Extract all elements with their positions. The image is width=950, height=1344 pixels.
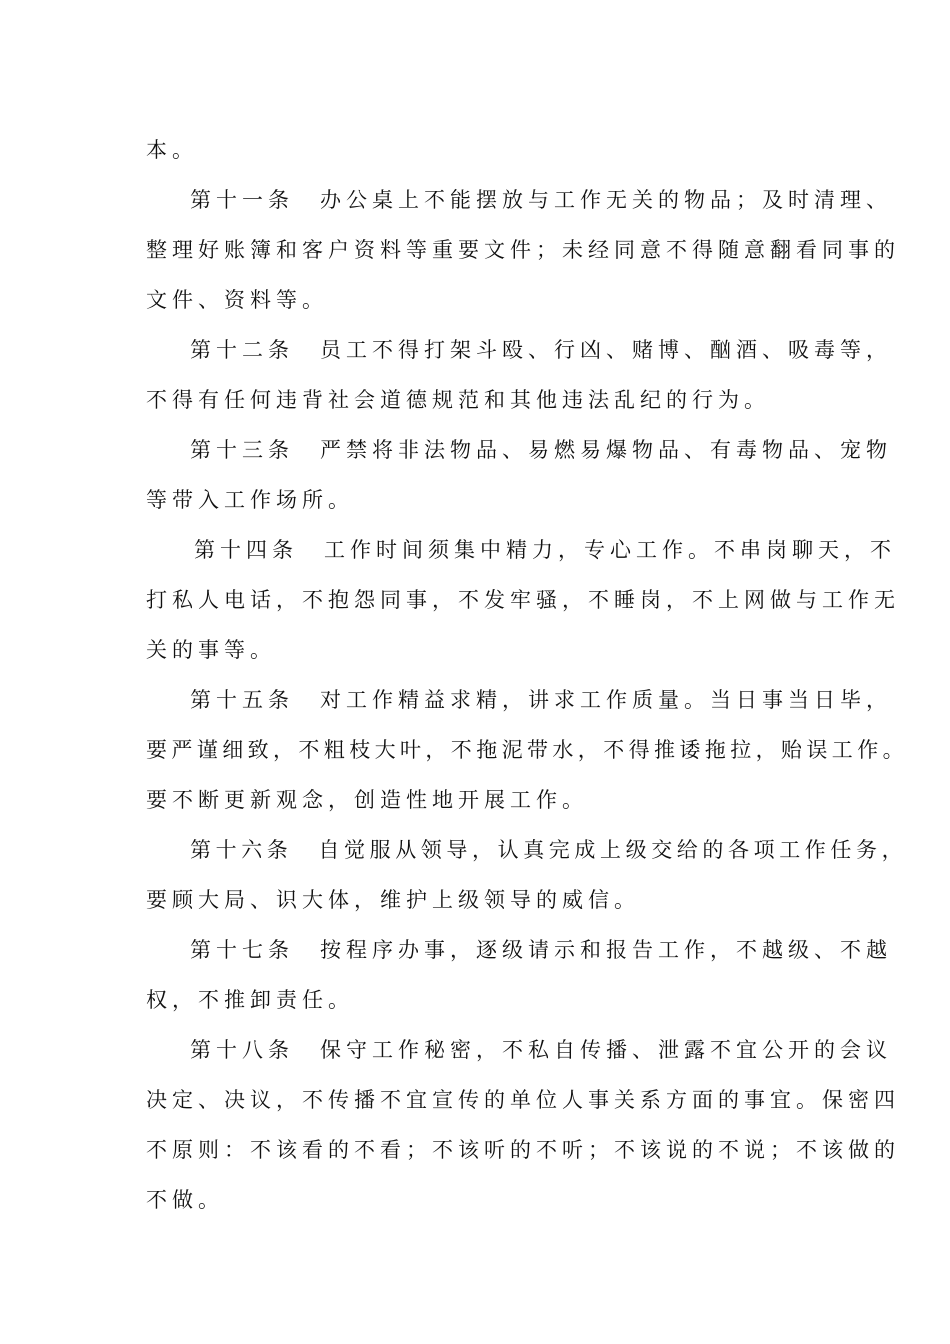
text-line: 关的事等。 (146, 638, 276, 662)
text-line: 打私人电话，不抱怨同事，不发牢骚，不睡岗，不上网做与工作无 (146, 588, 900, 612)
article-12: 第十二条 员工不得打架斗殴、行凶、赌博、酗酒、吸毒等， (190, 338, 892, 362)
text-line: 不做。 (146, 1188, 224, 1212)
article-number: 第十二条 (190, 338, 294, 362)
text-line: 权，不推卸责任。 (146, 988, 354, 1012)
text-line: 等带入工作场所。 (146, 488, 354, 512)
article-number: 第十五条 (190, 688, 294, 712)
article-17: 第十七条 按程序办事，逐级请示和报告工作，不越级、不越 (190, 938, 892, 962)
article-number: 第十一条 (190, 188, 294, 212)
article-number: 第十三条 (190, 438, 294, 462)
article-13: 第十三条 严禁将非法物品、易燃易爆物品、有毒物品、宠物 (190, 438, 892, 462)
article-number: 第十六条 (190, 838, 293, 862)
article-number: 第十七条 (190, 938, 294, 962)
text-line: 要顾大局、识大体，维护上级领导的威信。 (146, 888, 640, 912)
text-line: 不得有任何违背社会道德规范和其他违法乱纪的行为。 (146, 388, 770, 412)
article-15: 第十五条 对工作精益求精，讲求工作质量。当日事当日毕， (190, 688, 892, 712)
text-line: 整理好账簿和客户资料等重要文件；未经同意不得随意翻看同事的 (146, 238, 900, 262)
article-11: 第十一条 办公桌上不能摆放与工作无关的物品；及时清理、 (190, 188, 892, 212)
article-16: 第十六条 自觉服从领导，认真完成上级交给的各项工作任务， (190, 838, 908, 862)
text-line: 不原则：不该看的不看；不该听的不听；不该说的不说；不该做的 (146, 1138, 900, 1162)
text-line: 文件、资料等。 (146, 288, 328, 312)
text-line: 要不断更新观念，创造性地开展工作。 (146, 788, 588, 812)
article-number: 第十四条 (194, 538, 298, 562)
text-line: 本。 (146, 138, 198, 162)
article-18: 第十八条 保守工作秘密，不私自传播、泄露不宜公开的会议 (190, 1038, 892, 1062)
text-line: 决定、决议，不传播不宜宣传的单位人事关系方面的事宜。保密四 (146, 1088, 900, 1112)
article-14: 第十四条 工作时间须集中精力，专心工作。不串岗聊天，不 (194, 538, 896, 562)
article-number: 第十八条 (190, 1038, 294, 1062)
text-line: 要严谨细致，不粗枝大叶，不拖泥带水，不得推诿拖拉，贻误工作。 (146, 738, 908, 762)
